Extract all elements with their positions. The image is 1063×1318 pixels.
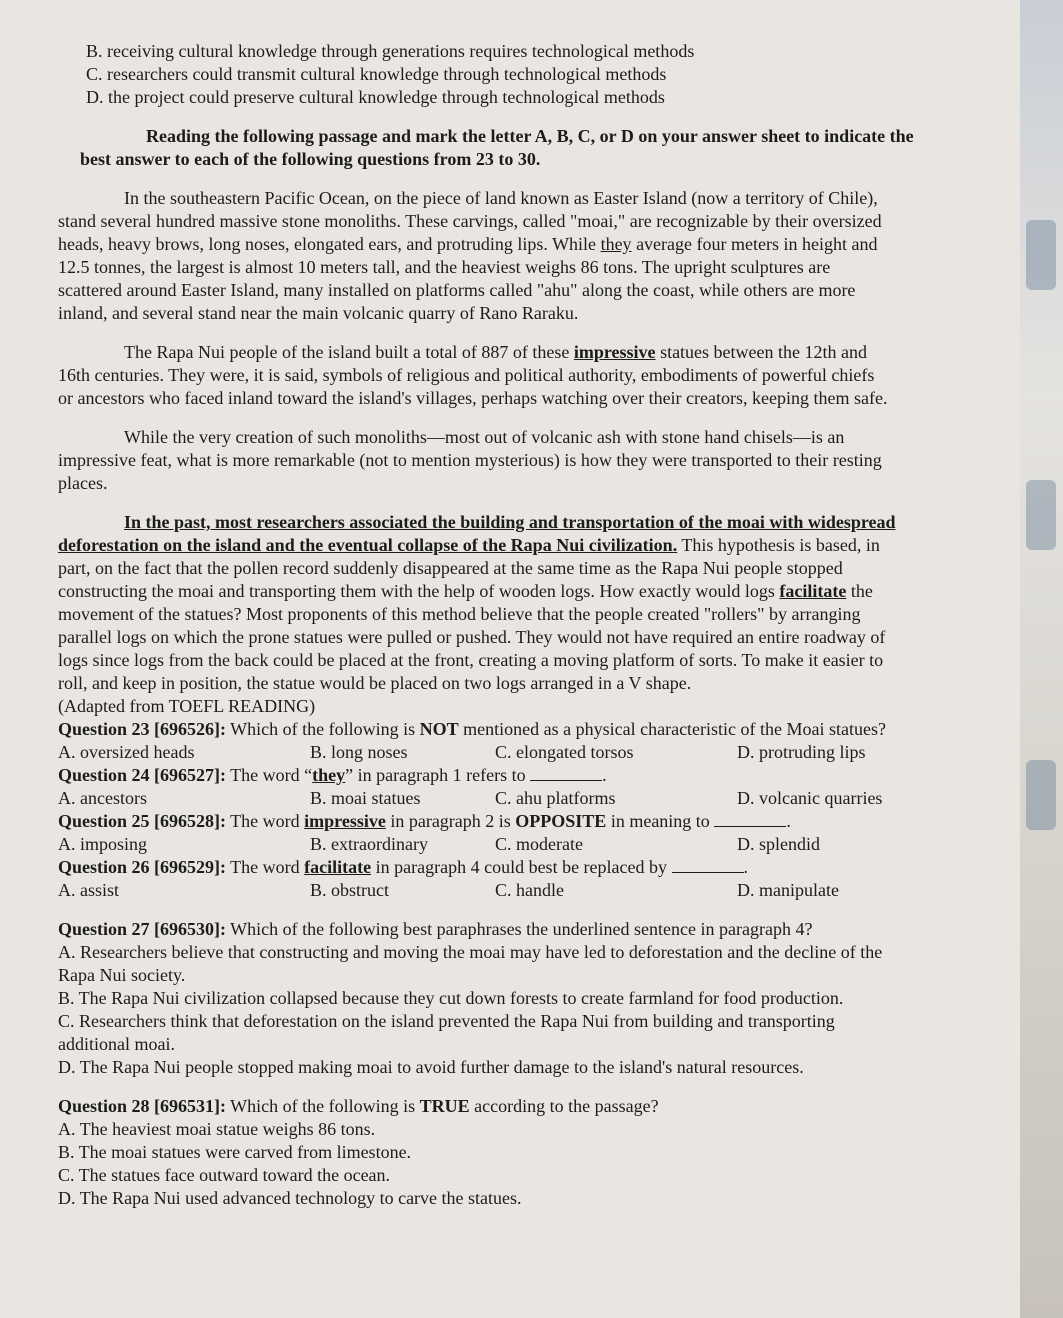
- q26-options: [58, 879, 980, 902]
- p4-line: roll, and keep in position, the statue would be placed on two logs arranged in a V shape.: [58, 673, 692, 693]
- p4-line: [58, 511, 980, 534]
- text: .: [602, 765, 607, 785]
- text: This hypothesis is based, in: [677, 535, 880, 555]
- option-a[interactable]: A. Researchers believe that constructing and moving the moai may have led to deforestation and the decline of the: [58, 942, 883, 962]
- prev-option-c: C. researchers could transmit cultural knowledge through technological methods: [86, 64, 667, 84]
- p4-line: part, on the fact that the pollen record suddenly disappeared at the same time as the Rapa Nui people stopped: [58, 558, 843, 578]
- background-fabric: [1020, 0, 1063, 1318]
- text: The word: [226, 811, 305, 831]
- text: constructing the moai and transporting them with the help of wooden logs. How exactly would logs: [58, 581, 780, 601]
- q25-options: [58, 833, 980, 856]
- p3-line: impressive feat, what is more remarkable (not to mention mysterious) is how they were transported to their resting: [58, 450, 882, 470]
- option-d[interactable]: D. protruding lips: [737, 742, 866, 762]
- question-label: Question 28 [696531]:: [58, 1096, 226, 1116]
- p1-line: stand several hundred massive stone monoliths. These carvings, called "moai," are recognizable by their oversized: [58, 211, 882, 231]
- text: Which of the following is: [226, 1096, 420, 1116]
- text: statues between the 12th and: [655, 342, 868, 362]
- underlined-sentence: deforestation on the island and the eventual collapse of the Rapa Nui civilization.: [58, 535, 678, 555]
- question-25: [58, 810, 980, 833]
- option-b[interactable]: B. The Rapa Nui civilization collapsed because they cut down forests to create farmland for food production.: [58, 988, 844, 1008]
- option-b[interactable]: B. The moai statues were carved from limestone.: [58, 1142, 412, 1162]
- text: in paragraph 4 could best be replaced by: [371, 857, 668, 877]
- option-b[interactable]: B. extraordinary: [310, 834, 428, 854]
- underlined-facilitate: facilitate: [779, 581, 847, 601]
- text: the: [846, 581, 873, 601]
- option-c[interactable]: C. ahu platforms: [495, 788, 616, 808]
- option-c[interactable]: C. Researchers think that deforestation on the island prevented the Rapa Nui from building and transporting: [58, 1011, 835, 1031]
- paragraph-4: [58, 511, 980, 695]
- text: .: [743, 857, 749, 877]
- question-24: [58, 764, 980, 787]
- option-a[interactable]: A. assist: [58, 880, 120, 900]
- emphasis: OPPOSITE: [515, 811, 607, 831]
- option-a[interactable]: A. imposing: [58, 834, 148, 854]
- source-note: (Adapted from TOEFL READING): [58, 696, 316, 716]
- p1-line: scattered around Easter Island, many installed on platforms called "ahu" along the coast, while others are more: [58, 280, 856, 300]
- p4-line: parallel logs on which the prone statues were pulled or pushed. They would not have required an entire roadway of: [58, 627, 886, 647]
- q23-options: [58, 741, 980, 764]
- p1-line: 12.5 tonnes, the largest is almost 10 meters tall, and the heaviest weighs 86 tons. The upright sculptures are: [58, 257, 831, 277]
- prev-option-d: D. the project could preserve cultural knowledge through technological methods: [86, 87, 665, 107]
- fabric-pattern: [1026, 760, 1056, 830]
- p4-line: [58, 534, 980, 557]
- question-label: Question 24 [696527]:: [58, 765, 226, 785]
- text: .: [786, 811, 791, 831]
- fabric-pattern: [1026, 480, 1056, 550]
- question-27: [58, 918, 980, 941]
- paragraph-1: [58, 187, 980, 325]
- option-d[interactable]: D. The Rapa Nui people stopped making moai to avoid further damage to the island's natural resources.: [58, 1057, 804, 1077]
- option-d[interactable]: D. volcanic quarries: [737, 788, 883, 808]
- underlined-sentence: In the past, most researchers associated the building and transportation of the moai with widespread: [124, 512, 896, 532]
- p3-line: While the very creation of such monoliths—most out of volcanic ash with stone hand chisels—is an: [124, 427, 845, 447]
- underlined-impressive: impressive: [573, 342, 656, 362]
- text: Which of the following is: [226, 719, 420, 739]
- option-c[interactable]: C. handle: [495, 880, 564, 900]
- emphasis: TRUE: [419, 1096, 470, 1116]
- answer-blank: [672, 858, 744, 873]
- p1-line: In the southeastern Pacific Ocean, on the piece of land known as Easter Island (now a territory of Chile),: [124, 188, 878, 208]
- question-26: [58, 856, 980, 879]
- paragraph-3: [58, 426, 980, 495]
- p1-line: [58, 233, 980, 256]
- text: ” in paragraph 1 refers to: [345, 765, 526, 785]
- text: in meaning to: [606, 811, 710, 831]
- text: mentioned as a physical characteristic of the Moai statues?: [458, 719, 886, 739]
- option-c-cont[interactable]: additional moai.: [58, 1034, 175, 1054]
- option-c[interactable]: C. The statues face outward toward the ocean.: [58, 1165, 391, 1185]
- text: heads, heavy brows, long noses, elongated ears, and protruding lips. While: [58, 234, 601, 254]
- question-label: Question 26 [696529]:: [58, 857, 226, 877]
- option-b[interactable]: B. obstruct: [310, 880, 389, 900]
- text: Which of the following best paraphrases the underlined sentence in paragraph 4?: [226, 919, 813, 939]
- question-label: Question 25 [696528]:: [58, 811, 226, 831]
- option-a[interactable]: A. ancestors: [58, 788, 147, 808]
- p2-line: 16th centuries. They were, it is said, symbols of religious and political authority, embodiments of powerful chiefs: [58, 365, 875, 385]
- q24-options: [58, 787, 980, 810]
- instruction-line-1: Reading the following passage and mark the letter A, B, C, or D on your answer sheet to indicate the: [146, 126, 914, 146]
- text: average four meters in height and: [631, 234, 878, 254]
- text: The Rapa Nui people of the island built a total of 887 of these: [124, 342, 574, 362]
- p4-line: [58, 580, 980, 603]
- underlined-word: facilitate: [304, 857, 372, 877]
- text: according to the passage?: [469, 1096, 659, 1116]
- p1-line: inland, and several stand near the main volcanic quarry of Rano Raraku.: [58, 303, 579, 323]
- question-23: [58, 718, 980, 741]
- fabric-pattern: [1026, 220, 1056, 290]
- p2-line: [58, 341, 980, 364]
- prev-option-b: B. receiving cultural knowledge through generations requires technological methods: [86, 41, 695, 61]
- p4-line: logs since logs from the back could be placed at the front, creating a moving platform of sorts. To make it easier to: [58, 650, 884, 670]
- option-b[interactable]: B. long noses: [310, 742, 408, 762]
- instruction-line-2: best answer to each of the following questions from 23 to 30.: [80, 149, 541, 169]
- question-label: Question 23 [696526]:: [58, 719, 226, 739]
- option-a[interactable]: A. oversized heads: [58, 742, 195, 762]
- underlined-they: they: [600, 234, 632, 254]
- option-c[interactable]: C. moderate: [495, 834, 583, 854]
- p3-line: places.: [58, 473, 108, 493]
- option-d[interactable]: D. manipulate: [737, 880, 839, 900]
- option-b[interactable]: B. moai statues: [310, 788, 421, 808]
- option-c[interactable]: C. elongated torsos: [495, 742, 634, 762]
- option-d[interactable]: D. splendid: [737, 834, 820, 854]
- question-label: Question 27 [696530]:: [58, 919, 226, 939]
- underlined-word: impressive: [304, 811, 386, 831]
- answer-blank: [714, 812, 786, 827]
- p2-line: or ancestors who faced inland toward the island's villages, perhaps watching over their creators, keeping them safe.: [58, 388, 888, 408]
- emphasis: NOT: [419, 719, 459, 739]
- option-d[interactable]: D. The Rapa Nui used advanced technology to carve the statues.: [58, 1188, 522, 1208]
- option-a-cont[interactable]: Rapa Nui society.: [58, 965, 186, 985]
- paragraph-2: [58, 341, 980, 410]
- answer-blank: [530, 766, 602, 781]
- underlined-word: they: [312, 765, 346, 785]
- text: in paragraph 2 is: [385, 811, 516, 831]
- question-28: [58, 1095, 980, 1118]
- p4-line: movement of the statues? Most proponents of this method believe that the people created "rollers" by arranging: [58, 604, 861, 624]
- option-a[interactable]: A. The heaviest moai statue weighs 86 tons.: [58, 1119, 376, 1139]
- text: The word “: [226, 765, 313, 785]
- text: The word: [226, 857, 305, 877]
